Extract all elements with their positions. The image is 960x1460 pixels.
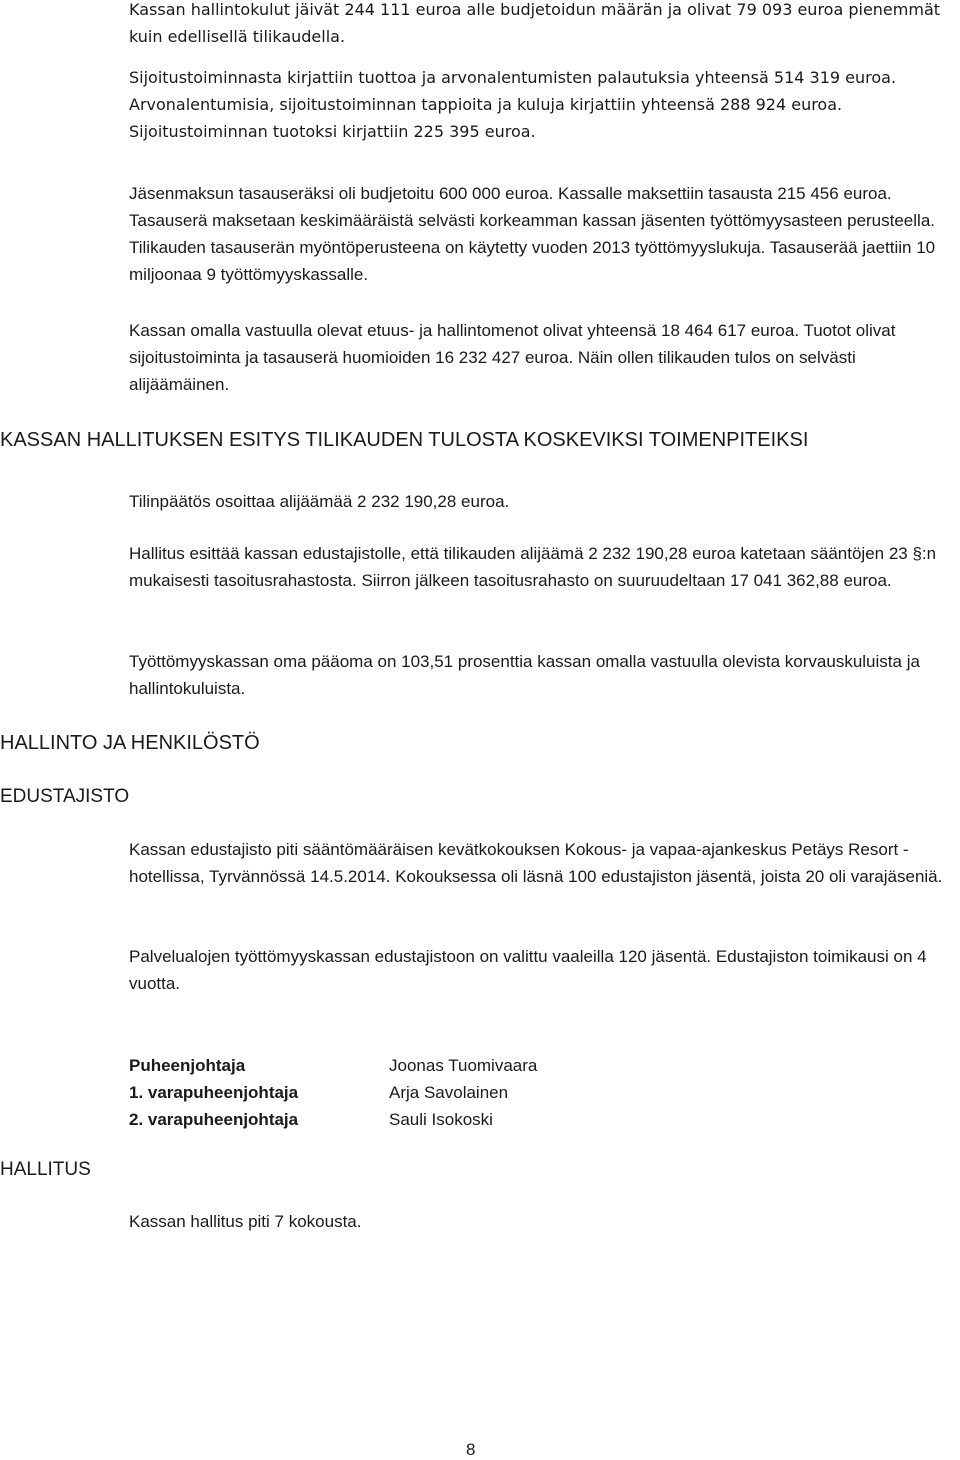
paragraph-board-meetings: Kassan hallitus piti 7 kokousta. <box>129 1212 362 1231</box>
heading-board: HALLITUS <box>0 1159 91 1180</box>
paragraph-equity-ratio: Työttömyyskassan oma pääoma on 103,51 prosenttia kassan omalla vastuulla olevista korvauskuluista ja hallintokuluista. <box>129 652 920 698</box>
heading-board-proposal: KASSAN HALLITUKSEN ESITYS TILIKAUDEN TULOSTA KOSKEVIKSI TOIMENPITEIKSI <box>0 429 809 451</box>
heading-administration-staff: HALLINTO JA HENKILÖSTÖ <box>0 732 260 754</box>
paragraph-membership-equalization: Jäsenmaksun tasauseräksi oli budjetoitu 600 000 euroa. Kassalle maksettiin tasausta 215 456 euroa. Tasauserä maksetaan keskimääräistä selvästi korkeamman kassan jäsenten työttömyysasteen perusteella. Tilikauden tasauserän myöntöperusteena on käytetty vuoden 2013 työttömyyslukuja. Tasauserää jaettiin 10 miljoonaa 9 työttömyyskassalle. <box>129 184 936 284</box>
board-member-name: Sauli Isokoski <box>389 1110 493 1129</box>
board-role: 1. varapuheenjohtaja <box>129 1083 299 1102</box>
board-member-name: Joonas Tuomivaara <box>389 1056 538 1075</box>
paragraph-representatives-elected: Palvelualojen työttömyyskassan edustajistoon on valittu vaaleilla 120 jäsentä. Edustajiston toimikausi on 4 vuotta. <box>129 947 927 993</box>
page-number-value: 8 <box>466 1440 476 1459</box>
board-officers-table <box>129 1052 537 1133</box>
paragraph-deficit-coverage: Hallitus esittää kassan edustajistolle, että tilikauden alijäämä 2 232 190,28 euroa katetaan sääntöjen 23 §:n mukaisesti tasoitusrahastosta. Siirron jälkeen tasoitusrahasto on suuruudeltaan 17 041 362,88 euroa. <box>129 544 937 590</box>
board-role: 2. varapuheenjohtaja <box>129 1110 299 1129</box>
board-member-name: Arja Savolainen <box>389 1083 509 1102</box>
paragraph-deficit: Tilinpäätös osoittaa alijäämää 2 232 190,28 euroa. <box>129 492 510 511</box>
paragraph-admin-costs: Kassan hallintokulut jäivät 244 111 euroa alle budjetoidun määrän ja olivat 79 093 euroa pienemmät kuin edellisellä tilikaudella. <box>129 0 941 46</box>
paragraph-spring-meeting: Kassan edustajisto piti sääntömääräisen kevätkokouksen Kokous- ja vapaa-ajankeskus Petäys Resort -hotellissa, Tyrvännössä 14.5.2014. Kokouksessa oli läsnä 100 edustajiston jäsentä, joista 20 oli varajäseniä. <box>129 840 943 886</box>
paragraph-investment-income: Sijoitustoiminnasta kirjattiin tuottoa ja arvonalentumisten palautuksia yhteensä 514 319 euroa. Arvonalentumisia, sijoitustoiminnan tappioita ja kuluja kirjattiin yhteensä 288 924 euroa. Sijoitustoiminnan tuotoksi kirjattiin 225 395 euroa. <box>129 68 897 141</box>
paragraph-result-summary: Kassan omalla vastuulla olevat etuus- ja hallintomenot olivat yhteensä 18 464 617 euroa. Tuotot olivat sijoitustoiminta ja tasauserä huomioiden 16 232 427 euroa. Näin ollen tilikauden tulos on selvästi alijäämäinen. <box>129 321 896 394</box>
board-row <box>129 1079 537 1106</box>
board-role: Puheenjohtaja <box>129 1056 246 1075</box>
heading-representatives: EDUSTAJISTO <box>0 786 130 807</box>
board-row <box>129 1052 537 1079</box>
board-row <box>129 1106 537 1133</box>
